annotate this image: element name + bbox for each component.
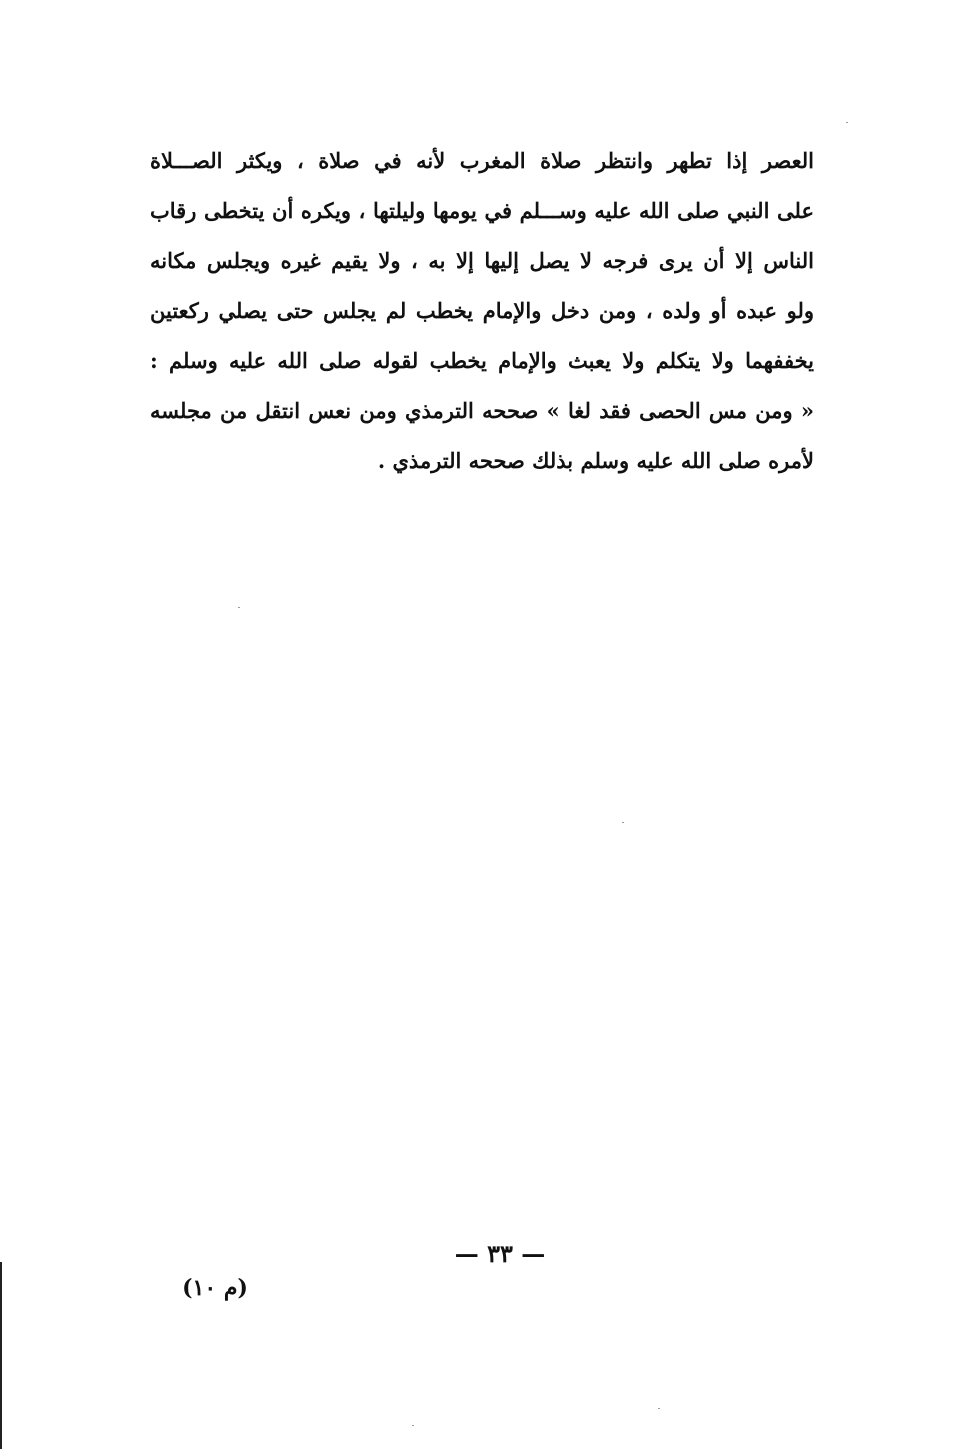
scan-edge-line — [0, 1262, 2, 1449]
page-number: — ٣٣ — — [454, 1239, 546, 1268]
signature-mark: (م ١٠) — [182, 1275, 248, 1301]
scan-speck — [658, 1408, 660, 1409]
text-line-2: على النبي صلى الله عليه وســـلم في يومها وليلتها ، ويكره أن يتخطى رقاب — [150, 198, 814, 223]
text-line-5: يخففهما ولا يتكلم ولا يعبث والإمام يخطب لقوله صلى الله عليه وسلم : — [150, 348, 814, 373]
body-text — [150, 136, 814, 486]
text-line-4: ولو عبده أو ولده ، ومن دخل والإمام يخطب لم يجلس حتى يصلي ركعتين — [150, 298, 814, 323]
scan-speck — [622, 822, 624, 823]
text-line-3: الناس إلا أن يرى فرجه لا يصل إليها إلا به ، ولا يقيم غيره ويجلس مكانه — [150, 248, 814, 273]
scan-speck — [412, 1425, 414, 1426]
text-line-1: العصر إذا تطهر وانتظر صلاة المغرب لأنه في صلاة ، ويكثر الصـــلاة — [150, 148, 814, 173]
scan-speck — [238, 607, 240, 608]
text-line-7: لأمره صلى الله عليه وسلم بذلك صححه الترمذي . — [377, 448, 814, 473]
text-line-6: « ومن مس الحصى فقد لغا » صححه الترمذي ومن نعس انتقل من مجلسه — [150, 398, 814, 423]
scan-speck — [846, 122, 848, 123]
